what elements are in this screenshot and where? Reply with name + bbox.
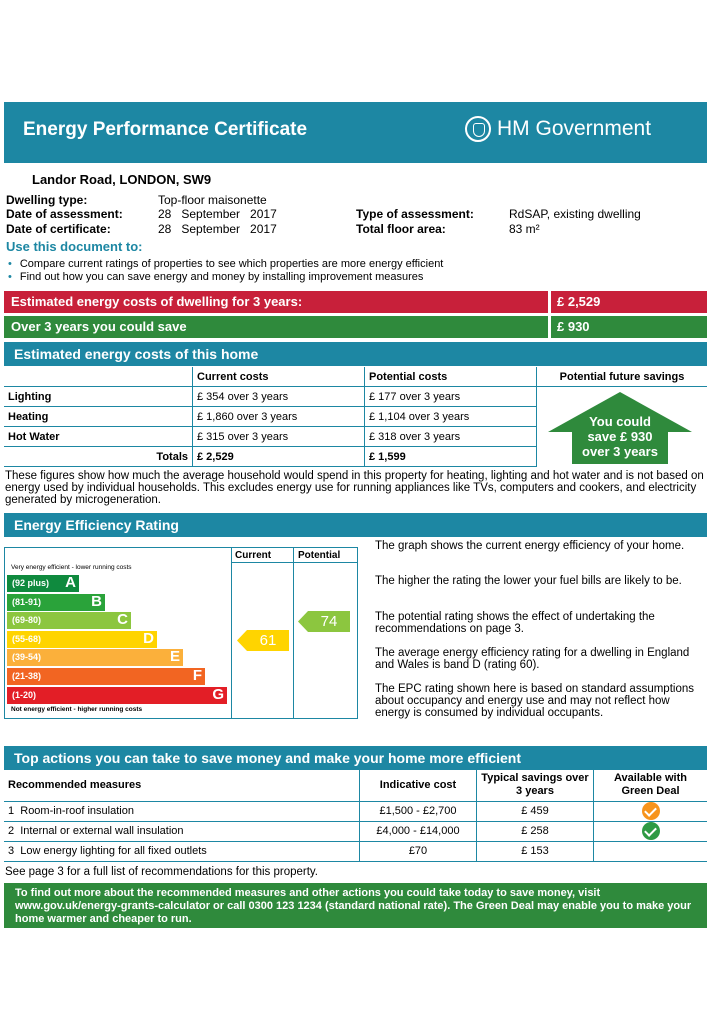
table-row: 3 Low energy lighting for all fixed outlets £70 £ 153 [4,841,707,861]
savings-arrow-text: You could save £ 930 over 3 years [582,414,658,459]
assessment-date-value: 28 September 2017 [158,207,277,221]
floor-area-label: Total floor area: [356,222,446,236]
actions-table [4,770,707,862]
header-current-costs: Current costs [193,367,365,387]
header-green-deal: Available with Green Deal [594,770,708,801]
dwelling-type-label: Dwelling type: [6,193,88,207]
cost-item-name: Hot Water [4,427,193,447]
certificate-date-label: Date of certificate: [6,222,111,236]
potential-cost: £ 177 over 3 years [365,387,537,407]
band-range: (55-68) [12,633,42,644]
savings-value: £ 930 [557,319,590,334]
use-bullet: • Find out how you can save energy and money by installing improvement measures [8,271,424,283]
current-rating-value: 61 [259,632,277,649]
rating-band-b [7,594,105,611]
green-deal-tick-icon [642,822,660,840]
savings-label: Over 3 years you could save [11,319,187,334]
potential-cost: £ 318 over 3 years [365,427,537,447]
band-letter: F [192,667,202,684]
potential-cost: £ 1,104 over 3 years [365,407,537,427]
potential-column-header: Potential [298,550,341,561]
current-cost: £ 315 over 3 years [193,427,365,447]
band-letter: B [91,592,102,610]
rating-section-title: Energy Efficiency Rating [14,517,179,533]
band-letter: G [212,685,224,703]
royal-crest-icon [465,116,491,142]
certificate-title: Energy Performance Certificate [23,119,308,140]
rating-paragraph: The graph shows the current energy efficiency of your home. [375,540,685,552]
current-cost: £ 1,860 over 3 years [193,407,365,427]
measure-saving: £ 258 [477,821,594,841]
table-row: 2 Internal or external wall insulation £4,000 - £14,000 £ 258 [4,821,707,841]
rating-bottom-label: Not energy efficient - higher running costs [11,706,143,713]
totals-current: £ 2,529 [193,447,365,467]
band-range: (1-20) [12,689,37,700]
rating-band-a [7,575,79,592]
green-deal-tick-icon [642,802,660,820]
band-letter: C [117,611,128,629]
header-cost: Indicative cost [360,770,477,801]
band-range: (39-54) [12,652,42,663]
table-row: 1 Room-in-roof insulation £1,500 - £2,700 £ 459 [4,801,707,821]
rating-band-f [7,668,205,685]
hm-government-logo [465,116,651,142]
band-range: (21-38) [12,671,42,681]
measure-saving: £ 153 [477,841,594,861]
band-letter: D [143,629,154,647]
property-address: Landor Road, LONDON, SW9 [32,172,212,187]
measure-saving: £ 459 [477,801,594,821]
cost-item-name: Heating [4,407,193,427]
rating-paragraph: The EPC rating shown here is based on standard assumptions about occupancy and energy use and may not reflect how energy is consumed by individual occupants. [375,683,694,719]
rating-band-e [7,649,183,666]
rating-band-c [7,612,131,629]
rating-band-d [7,631,157,648]
band-range: (92 plus) [12,578,50,588]
rating-paragraph: The higher the rating the lower your fuel bills are likely to be. [375,575,682,587]
measure-cost: £4,000 - £14,000 [360,821,477,841]
see-page-note: See page 3 for a full list of recommendations for this property. [5,866,318,878]
measure-name: Low energy lighting for all fixed outlets [20,845,207,857]
assessment-date-label: Date of assessment: [6,207,123,221]
current-column-header: Current [235,550,272,561]
potential-rating-value: 74 [320,613,338,630]
estimated-costs-value: £ 2,529 [557,294,601,309]
measure-cost: £70 [360,841,477,861]
band-letter: A [65,574,76,591]
actions-section-title: Top actions you can take to save money and make your home more efficient [14,750,521,766]
green-deal-info: To find out more about the recommended measures and other actions you could take today to save money, visit www.gov.uk/energy-grants-calculator or call 0300 123 1234 (standard national rate). The Green Deal may enable you to make your home warmer and cheaper to run. [4,883,707,928]
header-potential-costs: Potential costs [365,367,537,387]
totals-potential: £ 1,599 [365,447,537,467]
header-measures: Recommended measures [4,770,360,801]
certificate-date-value: 28 September 2017 [158,222,277,236]
totals-label: Totals [4,447,193,467]
costs-note: These figures show how much the average household would spend in this property for heating, lighting and hot water and is not based on energy used by individual households. This excludes energy use for running appliances like TVs, computers and cookers, and electricity generated by microgeneration. [5,470,704,506]
assessment-type-label: Type of assessment: [356,207,474,221]
use-document-heading: Use this document to: [6,239,143,254]
assessment-type-value: RdSAP, existing dwelling [509,207,641,221]
band-range: (81-91) [12,596,42,607]
hm-government-text: HM Government [497,117,652,140]
band-range: (69-80) [12,615,42,626]
band-letter: E [169,648,180,666]
measure-cost: £1,500 - £2,700 [360,801,477,821]
use-bullet: • Compare current ratings of properties to see which properties are more energy efficient [8,258,444,270]
header-savings: Typical savings over 3 years [477,770,594,801]
cost-item-name: Lighting [4,387,193,407]
measure-name: Room-in-roof insulation [20,805,134,817]
rating-band-g [7,687,227,704]
measure-name: Internal or external wall insulation [20,825,184,837]
costs-section-title: Estimated energy costs of this home [14,346,259,362]
header-future-savings: Potential future savings [537,367,708,387]
floor-area-value: 83 m² [509,222,540,236]
estimated-costs-label: Estimated energy costs of dwelling for 3 years: [11,294,303,309]
rating-chart [4,547,358,719]
current-cost: £ 354 over 3 years [193,387,365,407]
rating-paragraph: The average energy efficiency rating for a dwelling in England and Wales is band D (rating 60). [375,647,690,671]
rating-top-label: Very energy efficient - lower running costs [11,564,132,571]
rating-paragraph: The potential rating shows the effect of undertaking the recommendations on page 3. [375,611,655,635]
dwelling-type-value: Top-floor maisonette [158,193,267,207]
